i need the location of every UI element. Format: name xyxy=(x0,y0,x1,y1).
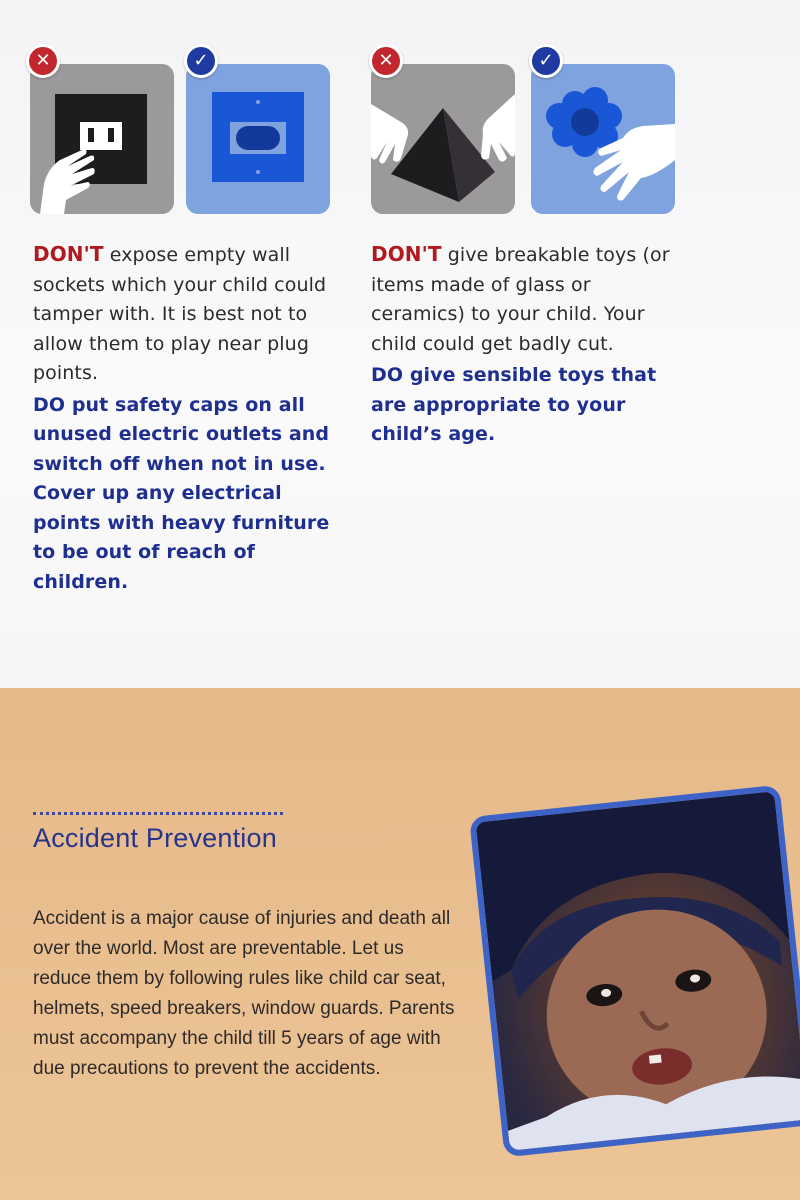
empty-socket-illustration xyxy=(30,64,174,214)
cross-icon: ✕ xyxy=(369,44,403,78)
toy-tip xyxy=(371,240,686,450)
do-text: DO give sensible toys that are appropriate to your child’s age. xyxy=(371,364,657,445)
socket-tip xyxy=(33,240,351,597)
child-helmet-photo xyxy=(469,785,800,1158)
cross-icon: ✕ xyxy=(26,44,60,78)
dotted-divider xyxy=(33,812,283,815)
do-text: DO put safety caps on all unused electric outlets and switch off when not in use. Cover up any electrical points with heavy furniture to be out of reach of children. xyxy=(33,393,330,593)
capped-socket-illustration xyxy=(186,64,330,214)
safe-toy-illustration xyxy=(531,64,675,214)
section-body: Accident is a major cause of injuries and death all over the world. Most are preventable. Let us reduce them by following rules like child car seat, helmets, speed breakers, window guards. Parents must accompany the child till 5 years of age with due precautions to prevent the accidents. xyxy=(33,908,455,1079)
dont-text: expose empty wall sockets which your child could tamper with. It is best not to allow them to play near plug points. xyxy=(33,244,327,384)
dont-label: DON'T xyxy=(33,242,104,266)
section-heading: Accident Prevention xyxy=(33,823,277,853)
check-icon: ✓ xyxy=(184,44,218,78)
dont-text: give breakable toys (or items made of glass or ceramics) to your child. Your child could get badly cut. xyxy=(371,244,670,355)
breakable-toy-illustration xyxy=(371,64,515,214)
check-icon: ✓ xyxy=(529,44,563,78)
dont-label: DON'T xyxy=(371,242,442,266)
